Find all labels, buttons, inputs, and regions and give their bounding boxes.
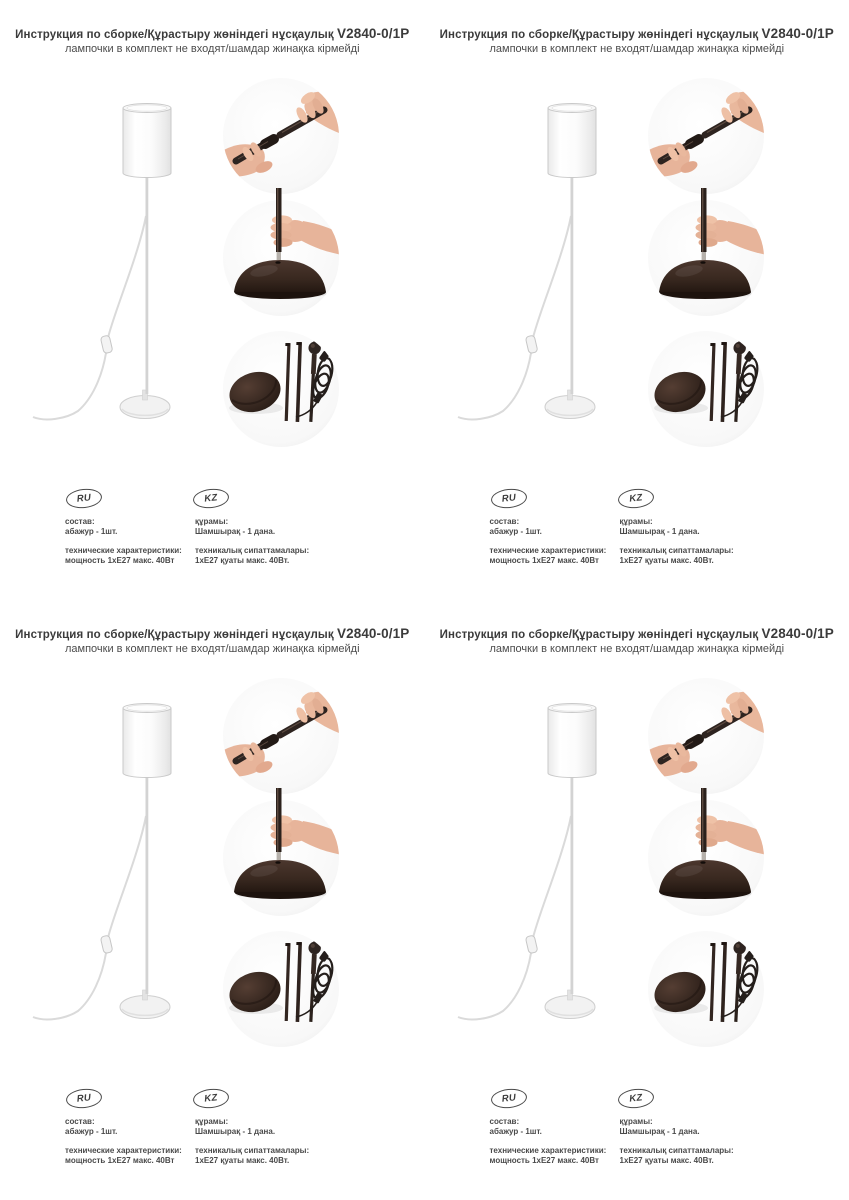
kz-composition-value: Шамшырақ - 1 дана. (619, 527, 700, 536)
step-photo-attach-base (222, 799, 340, 917)
lamp-shade (123, 108, 171, 178)
sheet-bottom-left (0, 600, 425, 1200)
ru-badge (490, 487, 528, 510)
ru-composition-label: состав: (65, 1117, 95, 1126)
step-photo-connect-poles (647, 77, 765, 195)
info-column-ru (490, 517, 612, 575)
info-column-kz (195, 1117, 345, 1175)
step-photo-attach-base (222, 199, 340, 317)
ru-badge (65, 487, 103, 510)
info-column-kz (620, 517, 770, 575)
kz-specs (195, 1146, 345, 1166)
lamp-pole (146, 172, 149, 394)
pole-vertical (276, 788, 282, 852)
kz-composition-value: Шамшырақ - 1 дана. (195, 527, 276, 536)
kz-specs (620, 546, 770, 566)
lamp-shade (548, 108, 596, 178)
title-text: Инструкция по сборке/Құрастыру жөніндегі нұсқаулық (439, 629, 759, 641)
ru-specs-value: мощность 1хЕ27 макс. 40Вт (65, 556, 175, 565)
page-title (425, 627, 849, 642)
ru-badge-label: RU (76, 492, 92, 505)
page-subtitle: лампочки в комплект не входят/шамдар жинақка кірмейді (64, 643, 360, 655)
kz-composition (620, 1117, 770, 1137)
title-text: Инструкция по сборке/Құрастыру жөніндегі нұсқаулық (439, 29, 759, 41)
title-block (0, 627, 425, 656)
lamp-pole (570, 772, 573, 994)
kz-badge-label: KZ (628, 1092, 643, 1105)
ru-specs-value: мощность 1хЕ27 макс. 40Вт (65, 1156, 175, 1165)
model-number: V2840-0/1P (761, 626, 834, 641)
cord-switch (100, 335, 113, 354)
kz-composition-label: құрамы: (195, 1117, 229, 1126)
title-text: Инструкция по сборке/Құрастыру жөніндегі нұсқаулық (15, 629, 334, 641)
instruction-sheet (0, 600, 425, 1200)
page-subtitle: лампочки в комплект не входят/шамдар жинақка кірмейді (489, 643, 785, 655)
cord-switch (525, 935, 538, 954)
lamp-shade (548, 708, 596, 778)
step-photo-parts-overview (222, 930, 340, 1048)
ru-composition (65, 517, 187, 537)
instruction-sheet (425, 0, 849, 600)
ru-specs-label: технические характеристики: (65, 1146, 182, 1155)
title-block (425, 27, 849, 56)
ru-specs (65, 546, 187, 566)
info-column-kz (620, 1117, 770, 1175)
ru-badge-label: RU (76, 1092, 92, 1105)
pole-vertical (276, 188, 282, 252)
title-block (0, 27, 425, 56)
ru-specs-label: технические характеристики: (489, 1146, 607, 1155)
step-photo-connect-poles (222, 677, 340, 795)
floor-lamp-photo (28, 85, 208, 435)
model-number: V2840-0/1P (337, 626, 410, 641)
kz-badge (192, 1087, 230, 1110)
kz-composition (620, 517, 770, 537)
kz-specs (195, 546, 345, 566)
cord-switch (100, 935, 113, 954)
lamp-pole (570, 172, 573, 394)
kz-specs-value: 1хЕ27 қуаты макс. 40Вт. (619, 1156, 714, 1165)
step-photo-parts-overview (647, 930, 765, 1048)
kz-badge (192, 487, 230, 510)
kz-badge-label: KZ (203, 492, 219, 505)
step-photo-parts-overview (222, 330, 340, 448)
kz-composition-label: құрамы: (619, 1117, 653, 1126)
ru-badge-label: RU (500, 1092, 517, 1105)
kz-specs-label: техникалық сипаттамалары: (195, 546, 310, 555)
lamp-shade (123, 708, 171, 778)
kz-specs-label: техникалық сипаттамалары: (619, 546, 734, 555)
cord-switch (525, 335, 538, 354)
page-subtitle: лампочки в комплект не входят/шамдар жинақка кірмейді (64, 43, 360, 55)
step-photo-connect-poles (222, 77, 340, 195)
step-photo-connect-poles (647, 677, 765, 795)
kz-composition (195, 517, 345, 537)
floor-lamp-photo (28, 685, 208, 1035)
kz-badge-label: KZ (203, 1092, 219, 1105)
info-column-ru (65, 517, 187, 575)
lamp-cord (458, 816, 571, 1019)
floor-lamp-photo (453, 85, 633, 435)
sheet-top-right (425, 0, 849, 600)
ru-composition (490, 1117, 612, 1137)
ru-composition-value: абажур - 1шт. (489, 527, 542, 536)
pole-vertical (701, 788, 707, 852)
page-subtitle: лампочки в комплект не входят/шамдар жинақка кірмейді (489, 43, 785, 55)
kz-composition-value: Шамшырақ - 1 дана. (619, 1127, 700, 1136)
kz-composition-label: құрамы: (195, 517, 229, 526)
pole-vertical (701, 188, 707, 252)
kz-specs (620, 1146, 770, 1166)
info-column-ru (65, 1117, 187, 1175)
ru-specs-value: мощность 1хЕ27 макс. 40Вт (489, 556, 599, 565)
sheet-bottom-right (425, 600, 849, 1200)
floor-lamp-photo (453, 685, 633, 1035)
kz-badge (617, 1087, 655, 1110)
ru-composition (490, 517, 612, 537)
kz-badge-label: KZ (628, 492, 643, 505)
page-title (0, 27, 425, 42)
ru-composition-label: состав: (489, 1117, 520, 1126)
ru-composition (65, 1117, 187, 1137)
title-text: Инструкция по сборке/Құрастыру жөніндегі нұсқаулық (15, 29, 334, 41)
page-title (425, 27, 849, 42)
ru-specs (490, 1146, 612, 1166)
lamp-cord (458, 216, 571, 419)
ru-composition-value: абажур - 1шт. (65, 1127, 118, 1136)
info-column-ru (490, 1117, 612, 1175)
model-number: V2840-0/1P (337, 26, 410, 41)
instruction-sheet (425, 600, 849, 1200)
ru-badge (490, 1087, 528, 1110)
kz-specs-value: 1хЕ27 қуаты макс. 40Вт. (619, 556, 714, 565)
lamp-cord (33, 216, 146, 419)
kz-composition (195, 1117, 345, 1137)
kz-specs-label: техникалық сипаттамалары: (195, 1146, 310, 1155)
instruction-sheet (0, 0, 425, 600)
kz-specs-value: 1хЕ27 қуаты макс. 40Вт. (195, 1156, 290, 1165)
ru-composition-label: состав: (65, 517, 95, 526)
ru-specs (490, 546, 612, 566)
model-number: V2840-0/1P (761, 26, 834, 41)
lamp-cord (33, 816, 146, 1019)
ru-composition-label: состав: (489, 517, 520, 526)
step-photo-attach-base (647, 799, 765, 917)
kz-badge (617, 487, 655, 510)
ru-specs-label: технические характеристики: (65, 546, 182, 555)
ru-composition-value: абажур - 1шт. (65, 527, 118, 536)
kz-composition-label: құрамы: (619, 517, 653, 526)
kz-specs-label: техникалық сипаттамалары: (619, 1146, 734, 1155)
step-photo-parts-overview (647, 330, 765, 448)
sheet-top-left (0, 0, 425, 600)
lamp-pole (146, 772, 149, 994)
title-block (425, 627, 849, 656)
info-column-kz (195, 517, 345, 575)
kz-specs-value: 1хЕ27 қуаты макс. 40Вт. (195, 556, 290, 565)
ru-badge (65, 1087, 103, 1110)
ru-specs (65, 1146, 187, 1166)
ru-badge-label: RU (500, 492, 517, 505)
step-photo-attach-base (647, 199, 765, 317)
ru-composition-value: абажур - 1шт. (489, 1127, 542, 1136)
ru-specs-value: мощность 1хЕ27 макс. 40Вт (489, 1156, 599, 1165)
page-title (0, 627, 425, 642)
kz-composition-value: Шамшырақ - 1 дана. (195, 1127, 276, 1136)
ru-specs-label: технические характеристики: (489, 546, 607, 555)
